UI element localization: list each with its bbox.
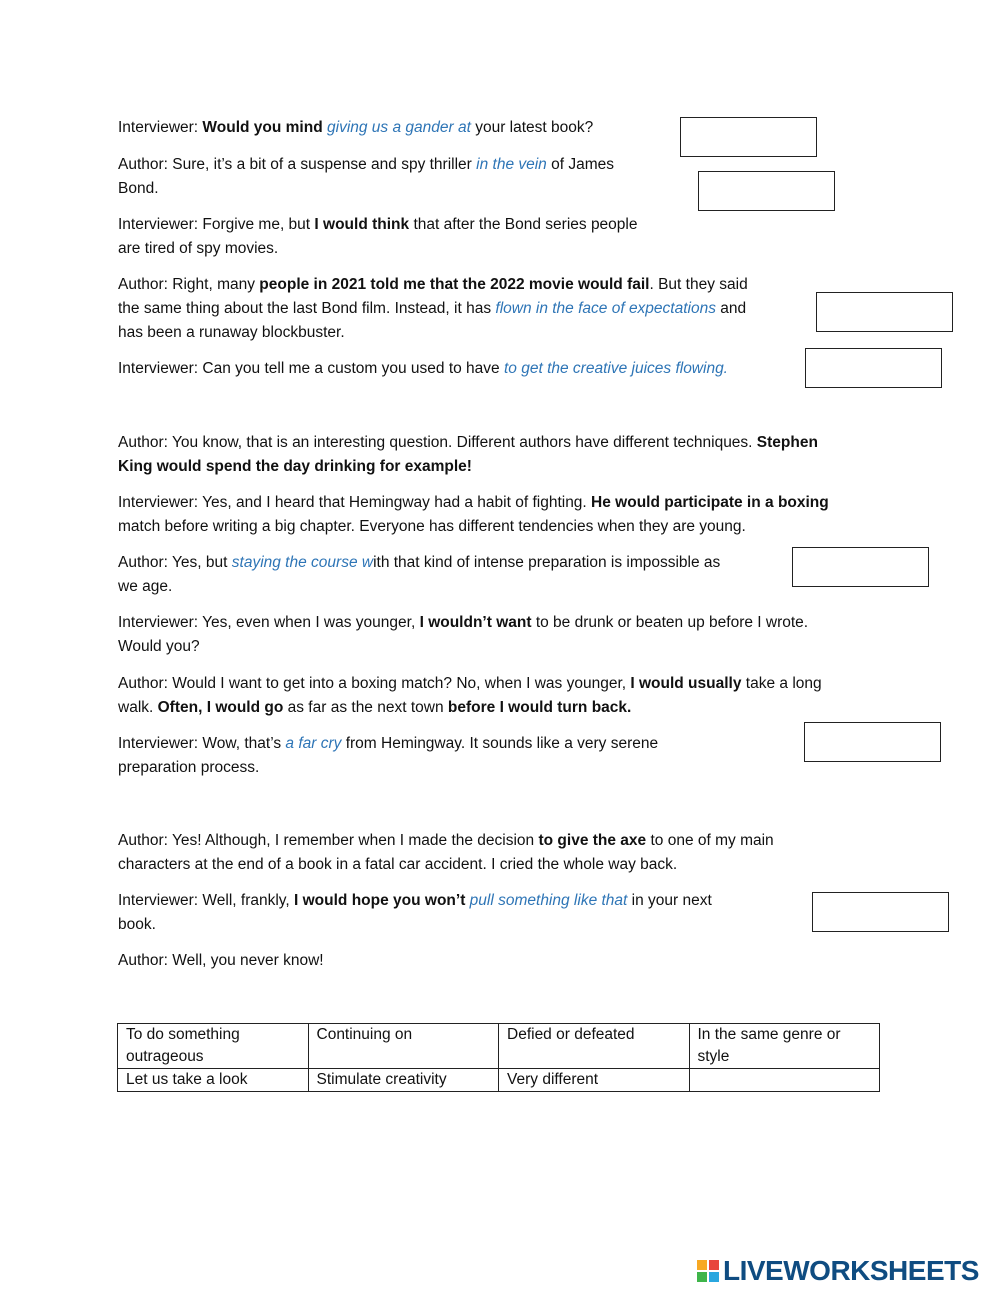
answer-box-6[interactable] [804, 722, 941, 762]
answer-box-4[interactable] [805, 348, 942, 388]
meaning-cell[interactable]: In the same genre or style [689, 1024, 880, 1069]
answer-box-3[interactable] [816, 292, 953, 332]
dialogue-line-1: Interviewer: Would you mind giving us a gander at your latest book? [118, 119, 594, 136]
dialogue-line-5: Interviewer: Can you tell me a custom you used to have to get the creative juices flowing. [118, 360, 728, 377]
idiom-phrase: giving us a gander at [327, 119, 471, 136]
liveworksheets-logo [697, 1256, 979, 1286]
dialogue-line-8: Author: Yes, but staying the course with that kind of intense preparation is impossible as we age. [118, 554, 721, 595]
answer-box-7[interactable] [812, 892, 949, 932]
dialogue-line-3: Interviewer: Forgive me, but I would think that after the Bond series people are tired of spy movies. [118, 216, 638, 257]
dialogue-line-11: Interviewer: Wow, that’s a far cry from Hemingway. It sounds like a very serene preparation process. [118, 735, 659, 776]
answer-box-2[interactable] [698, 171, 835, 211]
dialogue-line-13: Interviewer: Well, frankly, I would hope you won’t pull something like that in your next book. [118, 892, 712, 933]
dialogue-line-7: Interviewer: Yes, and I heard that Hemingway had a habit of fighting. He would participate in a boxing match before writing a big chapter. Everyone has different tendencies when they are young. [118, 494, 829, 535]
idiom-phrase: flown in the face of expectations [495, 300, 716, 317]
dialogue-line-4: Author: Right, many people in 2021 told me that the 2022 movie would fail. But they said the same thing about the last Bond film. Instead, it has flown in the face of expectations and has been a runaway blockbuster. [118, 276, 748, 341]
meanings-table [117, 1023, 880, 1092]
answer-box-1[interactable] [680, 117, 817, 157]
table-row [118, 1024, 880, 1069]
dialogue-line-10: Author: Would I want to get into a boxing match? No, when I was younger, I would usually take a long walk. Often, I would go as far as the next town before I would turn back. [118, 675, 822, 716]
meaning-cell[interactable]: To do something outrageous [118, 1024, 309, 1069]
idiom-phrase: in the vein [476, 156, 547, 173]
dialogue-line-14: Author: Well, you never know! [118, 952, 324, 969]
liveworksheets-logo-icon [697, 1260, 719, 1282]
meaning-cell[interactable]: Defied or defeated [499, 1024, 690, 1069]
meaning-cell [689, 1069, 880, 1092]
table-row [118, 1069, 880, 1092]
meaning-cell[interactable]: Continuing on [308, 1024, 499, 1069]
logo-text: LIVEWORKSHEETS [723, 1255, 979, 1286]
dialogue-line-6: Author: You know, that is an interesting question. Different authors have different techniques. Stephen King would spend the day drinking for example! [118, 434, 818, 475]
idiom-phrase: pull something like that [469, 892, 628, 909]
meaning-cell[interactable]: Let us take a look [118, 1069, 309, 1092]
meaning-cell[interactable]: Stimulate creativity [308, 1069, 499, 1092]
dialogue-line-9: Interviewer: Yes, even when I was younger, I wouldn’t want to be drunk or beaten up before I wrote. Would you? [118, 614, 809, 655]
idiom-phrase: a far cry [285, 735, 342, 752]
idiom-phrase: staying the course w [231, 554, 374, 571]
idiom-phrase: to get the creative juices flowing. [503, 360, 728, 377]
answer-box-5[interactable] [792, 547, 929, 587]
dialogue-line-12: Author: Yes! Although, I remember when I made the decision to give the axe to one of my main characters at the end of a book in a fatal car accident. I cried the whole way back. [118, 832, 774, 873]
meaning-cell[interactable]: Very different [499, 1069, 690, 1092]
dialogue-line-2: Author: Sure, it’s a bit of a suspense and spy thriller in the vein of James Bond. [118, 156, 615, 197]
